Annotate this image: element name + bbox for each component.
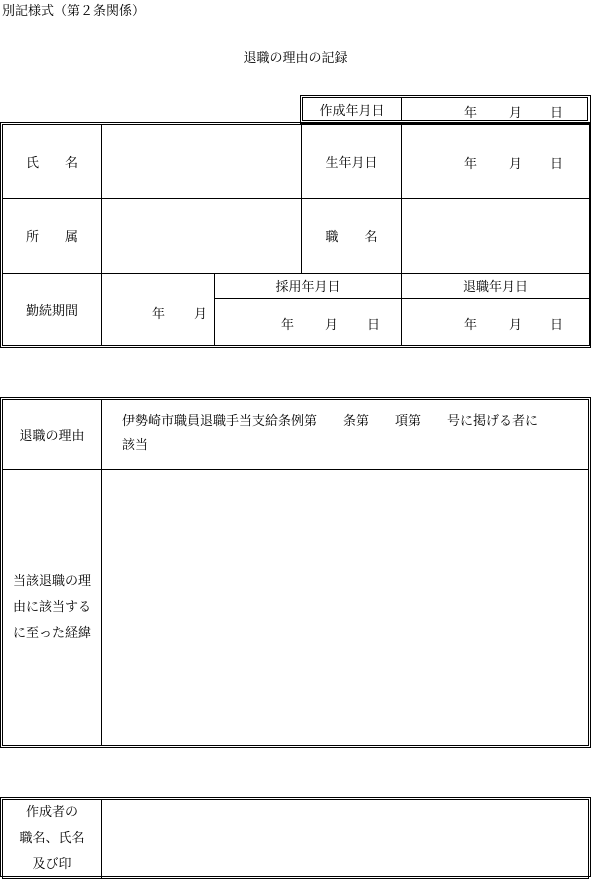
author-label-line2: 職名、氏名	[19, 831, 85, 846]
position-label: 職 名	[302, 199, 402, 273]
retire-year-unit: 年	[464, 317, 478, 333]
reason-label: 退職の理由	[3, 400, 102, 470]
tenure-label: 勤続期間	[3, 273, 102, 345]
retire-day-unit: 日	[550, 317, 564, 333]
hire-label: 採用年月日	[215, 273, 402, 298]
author-label-line3: 及び印	[32, 857, 72, 872]
created-date-field[interactable]	[402, 98, 588, 121]
birth-month-unit: 月	[509, 157, 523, 172]
author-label	[3, 800, 102, 879]
retire-label: 退職年月日	[402, 273, 590, 298]
process-label-line3: に至った経緯	[12, 625, 91, 641]
author-field[interactable]	[102, 800, 589, 879]
personal-table	[2, 124, 590, 346]
name-field[interactable]	[102, 125, 302, 199]
created-date-label: 作成年月日	[303, 98, 402, 121]
hire-date-field[interactable]	[215, 298, 402, 345]
created-day-unit: 日	[550, 106, 564, 121]
reason-field[interactable]	[102, 400, 589, 470]
page-title: 退職の理由の記録	[243, 51, 348, 66]
hire-month-unit: 月	[325, 317, 339, 333]
process-label	[3, 470, 102, 746]
author-table	[2, 799, 589, 879]
process-field[interactable]	[102, 470, 589, 746]
affiliation-label: 所 属	[3, 199, 102, 273]
birth-year-unit: 年	[464, 157, 478, 172]
tenure-field[interactable]	[102, 273, 215, 345]
reason-text-line2: 該当	[122, 438, 149, 453]
tenure-month-unit: 月	[194, 306, 208, 322]
reason-table	[2, 399, 589, 746]
created-month-unit: 月	[509, 106, 523, 121]
position-field[interactable]	[402, 199, 590, 273]
reason-text-line1: 伊勢崎市職員退職手当支給条例第 条第 項第 号に掲げる者に	[122, 414, 539, 429]
tenure-year-unit: 年	[152, 306, 166, 322]
created-year-unit: 年	[464, 106, 478, 121]
created-date-table	[302, 97, 588, 121]
retire-date-field[interactable]	[402, 298, 590, 345]
author-label-line1: 作成者の	[25, 805, 78, 820]
process-label-line2: 由に該当する	[12, 599, 91, 615]
process-label-line1: 当該退職の理	[12, 573, 91, 589]
birth-date-field[interactable]	[402, 125, 590, 199]
form-note: 別記様式（第２条関係）	[2, 4, 146, 19]
birth-day-unit: 日	[550, 157, 564, 172]
hire-day-unit: 日	[367, 317, 381, 333]
affiliation-field[interactable]	[102, 199, 302, 273]
retire-month-unit: 月	[509, 317, 523, 333]
name-label: 氏 名	[3, 125, 102, 199]
birth-label: 生年月日	[302, 125, 402, 199]
hire-year-unit: 年	[281, 317, 295, 333]
